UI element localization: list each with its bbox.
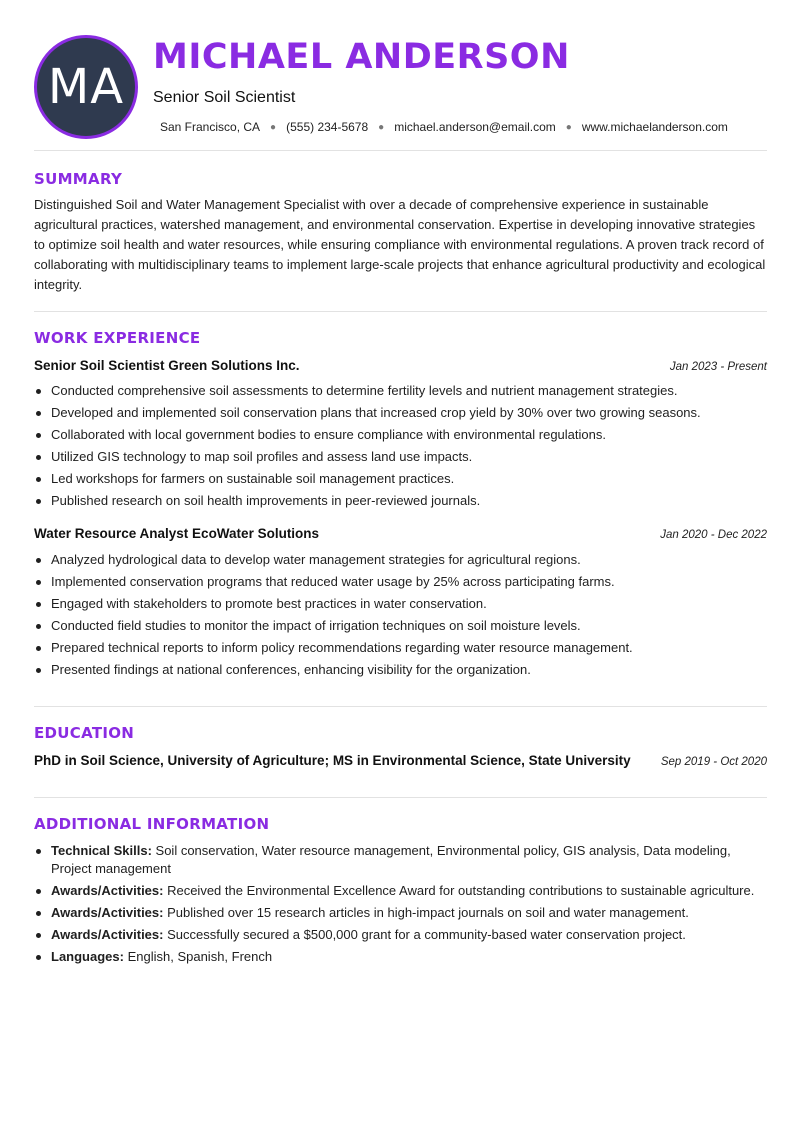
list-item: Prepared technical reports to inform policy recommendations regarding water resource management. [34,637,767,659]
job-dates: Jan 2023 - Present [669,361,767,373]
item-text: Soil conservation, Water resource management, Environmental policy, GIS analysis, Data modeling, Project management [51,843,731,876]
list-item [34,926,767,944]
list-item: Implemented conservation programs that reduced water usage by 25% across participating farms. [34,571,767,593]
job-role: Senior Soil Scientist Green Solutions Inc. [34,358,300,373]
list-item: Presented findings at national conferences, enhancing visibility for the organization. [34,659,767,681]
bullet-separator-icon: ● [378,121,385,133]
list-item: Developed and implemented soil conservation plans that increased crop yield by 30% over two growing seasons. [34,402,767,424]
education-dates: Sep 2019 - Oct 2020 [660,756,767,768]
bullet-separator-icon: ● [270,121,277,133]
list-item: Engaged with stakeholders to promote best practices in water conservation. [34,593,767,615]
bullet-separator-icon: ● [565,121,572,133]
list-item: Conducted field studies to monitor the impact of irrigation techniques on soil moisture levels. [34,615,767,637]
contact-phone[interactable]: (555) 234-5678 [286,120,369,134]
list-item [34,948,767,966]
item-label: Awards/Activities: [51,883,164,898]
item-label: Awards/Activities: [51,927,164,942]
item-label: Technical Skills: [51,843,152,858]
additional-info-heading: ADDITIONAL INFORMATION [34,815,270,833]
summary-text: Distinguished Soil and Water Management Specialist with over a decade of comprehensive experience in sustainable agricultural practices, watershed management, and environmental conservation. Expertise in developing innovative strategies to optimize soil health and water resources, while ensuring compliance with environmental regulations. A proven track record of collaborating with multidisciplinary teams to implement large-scale projects that enhance agricultural productivity and ecological integrity. [34,197,766,292]
list-item [34,904,767,922]
education-heading: EDUCATION [34,724,135,742]
contact-location: San Francisco, CA [160,120,261,134]
list-item: Published research on soil health improvements in peer-reviewed journals. [34,490,767,512]
list-item: Utilized GIS technology to map soil profiles and assess land use impacts. [34,446,767,468]
divider [34,150,767,151]
job-title: Senior Soil Scientist [153,89,296,106]
list-item: Collaborated with local government bodies to ensure compliance with environmental regulations. [34,424,767,446]
job-header [34,358,767,373]
list-item: Analyzed hydrological data to develop water management strategies for agricultural regions. [34,549,767,571]
item-text: Received the Environmental Excellence Award for outstanding contributions to sustainable agriculture. [163,883,755,898]
item-text: English, Spanish, French [123,949,273,964]
list-item: Led workshops for farmers on sustainable soil management practices. [34,468,767,490]
contact-email[interactable]: michael.anderson@email.com [394,120,556,134]
education-degree: PhD in Soil Science, University of Agriculture; MS in Environmental Science, State University [34,753,631,768]
work-experience-heading: WORK EXPERIENCE [34,329,201,347]
item-text: Published over 15 research articles in high-impact journals on soil and water management. [163,905,689,920]
job-header [34,526,767,541]
job-role: Water Resource Analyst EcoWater Solutions [34,526,320,541]
candidate-name: MICHAEL ANDERSON [153,37,570,77]
list-item: Conducted comprehensive soil assessments to determine fertility levels and nutrient management strategies. [34,380,767,402]
job-bullets [34,549,767,681]
job-dates: Jan 2020 - Dec 2022 [660,529,767,541]
avatar-initials: MA [47,59,125,115]
additional-info-list [34,842,767,970]
divider [34,311,767,312]
divider [34,706,767,707]
job-bullets [34,380,767,512]
list-item [34,842,767,878]
contact-website[interactable]: www.michaelanderson.com [581,120,728,134]
item-label: Languages: [51,949,124,964]
avatar [34,35,138,139]
list-item [34,882,767,900]
item-label: Awards/Activities: [51,905,164,920]
education-entry [34,753,767,768]
summary-heading: SUMMARY [34,170,123,188]
contact-bar [160,120,728,134]
item-text: Successfully secured a $500,000 grant for a community-based water conservation project. [163,927,686,942]
divider [34,797,767,798]
